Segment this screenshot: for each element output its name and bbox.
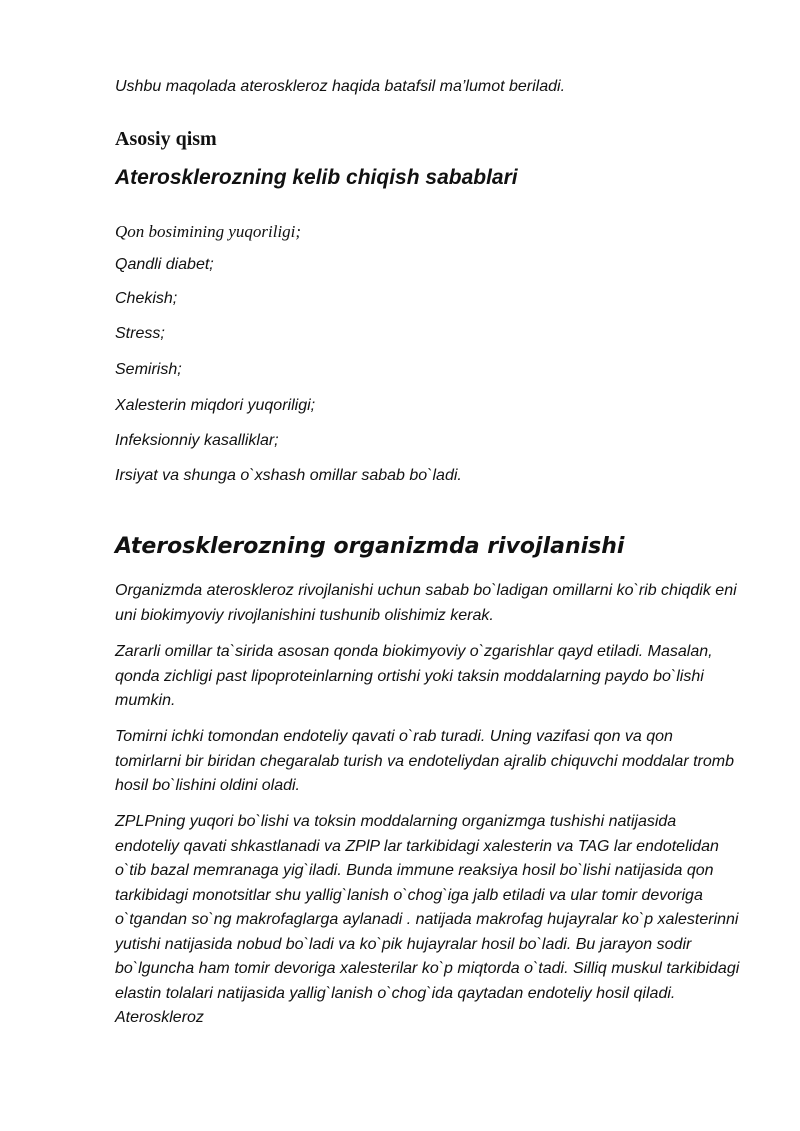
cause-item: Qandli diabet; <box>115 256 214 273</box>
paragraph: Zararli omillar ta`sirida asosan qonda biokimyoviy o`zgarishlar qayd etiladi. Masalan, qonda zichligi past lipoproteinlarning ortishi yoki taksin moddalarning paydo bo`lishi mumkin. <box>115 643 713 709</box>
paragraph: ZPLPning yuqori bo`lishi va toksin moddalarning organizmga tushishi natijasida endoteliy qavati shkastlanadi va ZPlP lar tarkibidagi xalesterin va TAG lar endotelidan o`tib bazal memranaga yig`iladi. Bunda immune reaksiya hosil bo`lishi natijasida qon tarkibidagi monotsitlar shu yallig`lanish o`chog`iga jalb etiladi va ular tomir devoriga o`tgandan so`ng makrofaglarga aylanadi . natijada makrofag hujayralar ko`p xalesterinni yutishi natijasida nobud bo`ladi va ko`pik hujayralar hosil bo`ladi. Bu jarayon sodir bo`lguncha ham tomir devoriga xalesterilar ko`p miqtorda o`tadi. Silliq muskul tarkibidagi elastin tolalari natijasida yallig`lanish o`chog`ida qaytadan endoteliy hosil qiladi. Ateroskleroz <box>115 813 740 1026</box>
paragraph: Tomirni ichki tomondan endoteliy qavati o`rab turadi. Uning vazifasi qon va qon tomirlarni bir biridan chegaralab turish va endoteliydan ajralib chiquvchi moddalar tromb hosil bo`lishini oldini oladi. <box>115 728 734 794</box>
cause-item: Semirish; <box>115 361 182 378</box>
cause-item: Qon bosimining yuqoriligi; <box>115 222 302 241</box>
cause-item: Stress; <box>115 325 165 342</box>
cause-item: Infeksionniy kasalliklar; <box>115 432 279 449</box>
heading-development: Aterosklerozning organizmda rivojlanishi <box>115 534 625 559</box>
heading-causes: Aterosklerozning kelib chiqish sabablari <box>115 166 518 189</box>
cause-item: Irsiyat va shunga o`xshash omillar sabab bo`ladi. <box>115 467 462 484</box>
intro-text: Ushbu maqolada ateroskleroz haqida batafsil ma’lumot beriladi. <box>115 78 566 95</box>
paragraph: Organizmda ateroskleroz rivojlanishi uchun sabab bo`ladigan omillarni ko`rib chiqdik eni uni biokimyoviy rivojlanishini tushunib olishimiz kerak. <box>115 582 737 624</box>
cause-item: Chekish; <box>115 290 178 307</box>
heading-main-part: Asosiy qism <box>115 128 217 150</box>
cause-item: Xalesterin miqdori yuqoriligi; <box>115 397 316 414</box>
